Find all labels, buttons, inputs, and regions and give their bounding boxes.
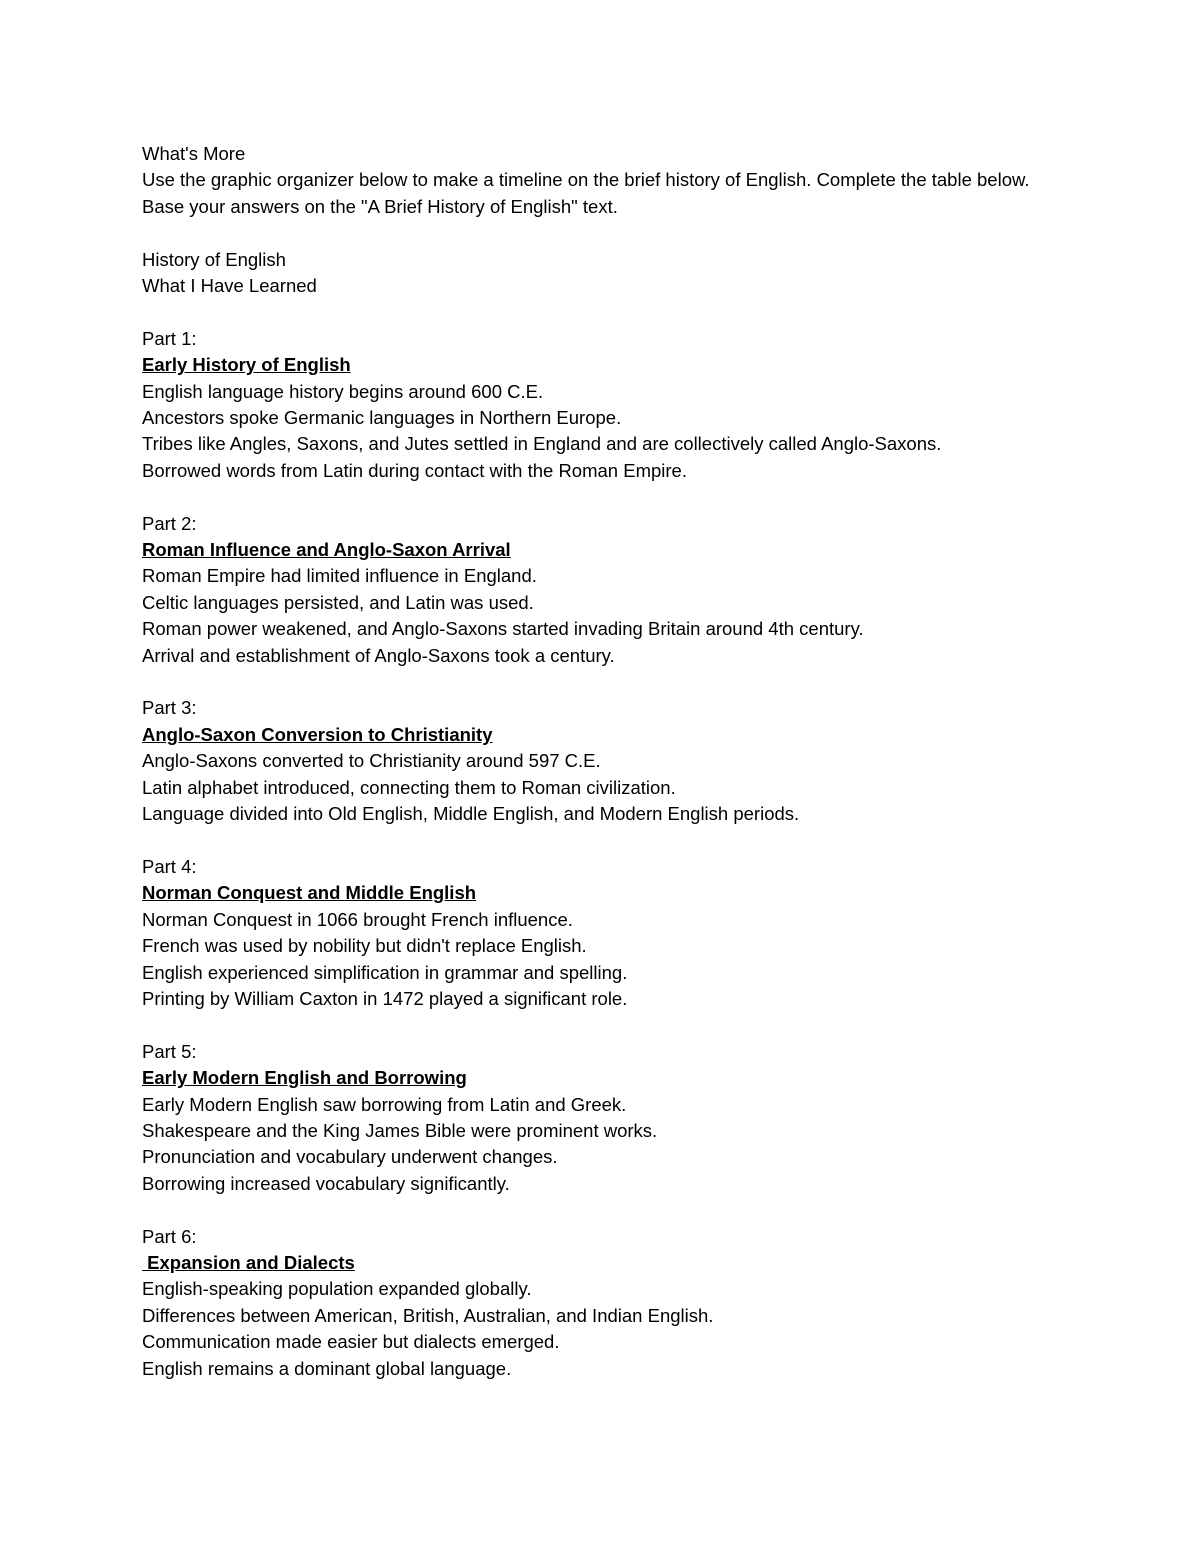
part-line: Pronunciation and vocabulary underwent changes.: [142, 1146, 558, 1168]
part-heading: Early History of English: [142, 354, 351, 376]
part-line: English language history begins around 600 C.E.: [142, 380, 544, 402]
part-label: Part 2:: [142, 512, 197, 534]
blank-line: [142, 484, 1072, 510]
organizer-subtitle: What I Have Learned: [142, 275, 317, 297]
section-title: What's More: [142, 143, 246, 164]
part-label: Part 6:: [142, 1225, 197, 1247]
part-line: Celtic languages persisted, and Latin was used.: [142, 591, 534, 613]
organizer-title: History of English: [142, 248, 286, 270]
part-1: [142, 326, 1072, 484]
part-heading: Early Modern English and Borrowing: [142, 1067, 467, 1089]
part-label: Part 1:: [142, 327, 197, 349]
part-line: Language divided into Old English, Middle English, and Modern English periods.: [142, 803, 800, 825]
part-line: Differences between American, British, Australian, and Indian English.: [142, 1304, 714, 1326]
blank-line: [142, 299, 1072, 325]
blank-line: [142, 1197, 1072, 1223]
part-line: Borrowed words from Latin during contact with the Roman Empire.: [142, 459, 687, 481]
part-line: Arrival and establishment of Anglo-Saxons took a century.: [142, 644, 615, 666]
blank-line: [142, 1012, 1072, 1038]
part-line: Roman Empire had limited influence in England.: [142, 565, 537, 587]
part-line: Printing by William Caxton in 1472 played a significant role.: [142, 987, 628, 1009]
part-line: Roman power weakened, and Anglo-Saxons started invading Britain around 4th century.: [142, 618, 864, 640]
part-line: Communication made easier but dialects emerged.: [142, 1331, 560, 1353]
part-heading: Roman Influence and Anglo-Saxon Arrival: [142, 539, 511, 561]
part-label: Part 4:: [142, 855, 197, 877]
part-heading: Norman Conquest and Middle English: [142, 882, 477, 904]
part-heading: Expansion and Dialects: [142, 1251, 355, 1273]
blank-line: [142, 669, 1072, 695]
part-line: Shakespeare and the King James Bible were prominent works.: [142, 1119, 658, 1141]
part-3: [142, 695, 1072, 827]
part-4: [142, 854, 1072, 1012]
part-line: Anglo-Saxons converted to Christianity around 597 C.E.: [142, 750, 601, 772]
part-5: [142, 1039, 1072, 1197]
part-line: Tribes like Angles, Saxons, and Jutes settled in England and are collectively called Anglo-Saxons.: [142, 433, 942, 455]
part-label: Part 3:: [142, 697, 197, 719]
part-line: English remains a dominant global language.: [142, 1357, 512, 1379]
part-6: [142, 1224, 1072, 1382]
part-label: Part 5:: [142, 1040, 197, 1062]
part-line: English-speaking population expanded globally.: [142, 1278, 532, 1300]
document-body: [142, 141, 1072, 1382]
part-line: English experienced simplification in grammar and spelling.: [142, 961, 628, 983]
part-2: [142, 511, 1072, 669]
part-heading: Anglo-Saxon Conversion to Christianity: [142, 723, 493, 745]
part-line: French was used by nobility but didn't replace English.: [142, 935, 587, 957]
part-line: Latin alphabet introduced, connecting them to Roman civilization.: [142, 776, 676, 798]
part-line: Norman Conquest in 1066 brought French influence.: [142, 908, 573, 930]
part-line: Early Modern English saw borrowing from Latin and Greek.: [142, 1093, 627, 1115]
instructions-text: Use the graphic organizer below to make a timeline on the brief history of English. Complete the table below. Base your answers on the "A Brief History of English" text.: [142, 169, 1030, 217]
part-line: Ancestors spoke Germanic languages in Northern Europe.: [142, 407, 622, 429]
part-line: Borrowing increased vocabulary significantly.: [142, 1172, 510, 1194]
blank-line: [142, 220, 1072, 246]
blank-line: [142, 828, 1072, 854]
